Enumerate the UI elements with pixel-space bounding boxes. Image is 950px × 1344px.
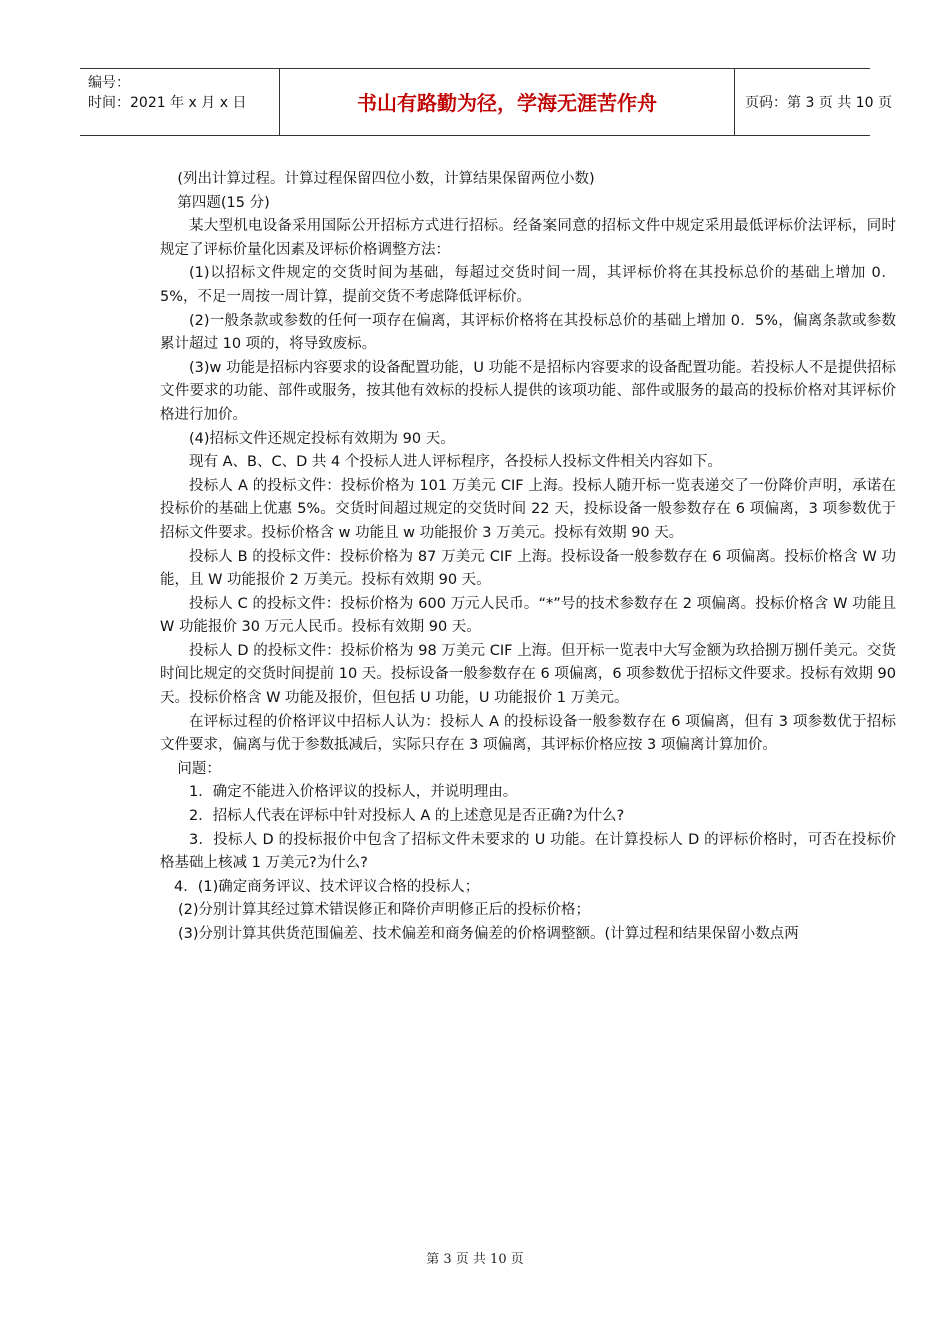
- paragraph-rule-4: (4)招标文件还规定投标有效期为 90 天。: [189, 430, 455, 447]
- question-4-part-2: (2)分别计算其经过算术错误修正和降价声明修正后的投标价格；: [178, 902, 591, 919]
- date-label: 时间：2021 年 x 月 x 日: [88, 95, 247, 111]
- header-motto: 书山有路勤为径，学海无涯苦作舟: [280, 69, 735, 135]
- page-footer: 第 3 页 共 10 页: [426, 1252, 524, 1267]
- question-4-part-1: 4．(1)确定商务评议、技术评议合格的投标人；: [174, 878, 480, 895]
- paragraph-bidders: 现有 A、B、C、D 共 4 个投标人进人评标程序，各投标人投标文件相关内容如下。: [189, 454, 722, 471]
- paragraph-bidder-c: 投标人 C 的投标文件：投标价格为 600 万元人民币。“*”号的技术参数存在 2 项偏离。投标价格含 W 功能且 W 功能报价 30 万元人民币。投标有效期 90 天。: [160, 595, 896, 636]
- question-2: 2．招标人代表在评标中针对投标人 A 的上述意见是否正确?为什么?: [189, 808, 625, 825]
- question-4-part-3: (3)分别计算其供货范围偏差、技术偏差和商务偏差的价格调整额。(计算过程和结果保留小数点两: [178, 926, 799, 942]
- header-meta: [80, 69, 280, 135]
- paragraph-calc-note: (列出计算过程。计算过程保留四位小数，计算结果保留两位小数): [177, 171, 595, 187]
- paragraph-bidder-d: 投标人 D 的投标文件：投标价格为 98 万美元 CIF 上海。但开标一览表中大写金额为玖拾捌万捌仟美元。交货时间比规定的交货时间提前 10 天。投标设备一般参数存在 6 项偏离，6 项参数优于招标文件要求。投标有效期 90 天。投标价格含 W 功能及报价，但包括 U 功能，U 功能报价 1 万美元。: [160, 642, 896, 707]
- questions-heading: 问题：: [177, 760, 221, 777]
- serial-number-label: 编号：: [88, 75, 130, 91]
- question-3: 3．投标人 D 的投标报价中包含了招标文件未要求的 U 功能。在计算投标人 D 的评标价格时，可否在投标价格基础上核减 1 万美元?为什么?: [160, 831, 896, 872]
- paragraph-intro: 某大型机电设备采用国际公开招标方式进行招标。经备案同意的招标文件中规定采用最低评标价法评标，同时规定了评标价量化因素及评标价格调整方法：: [160, 218, 896, 258]
- paragraph-evaluation: 在评标过程的价格评议中招标人认为：投标人 A 的投标设备一般参数存在 6 项偏离，但有 3 项参数优于招标文件要求，偏离与优于参数抵减后，实际只存在 3 项偏离，其评标价格应按 3 项偏离计算加价。: [160, 713, 896, 754]
- section-title-q4: 第四题(15 分): [177, 194, 270, 211]
- paragraph-bidder-a: 投标人 A 的投标文件：投标价格为 101 万美元 CIF 上海。投标人随开标一览表递交了一份降价声明，承诺在投标价的基础上优惠 5%。交货时间超过规定的交货时间 22 天，投标设备一般参数存在 6 项偏离，3 项参数优于招标文件要求。投标价格含 w 功能且 w 功能报价 3 万美元。投标有效期 90 天。: [160, 477, 896, 541]
- paragraph-rule-3: (3)w 功能是招标内容要求的设备配置功能，U 功能不是招标内容要求的设备配置功能。若投标人不是提供招标文件要求的功能、部件或服务，按其他有效标的投标人提供的该项功能、部件或服务的最高的投标价格对其评标价格进行加价。: [160, 359, 896, 423]
- paragraph-rule-1: (1)以招标文件规定的交货时间为基础，每超过交货时间一周，其评标价将在其投标总价的基础上增加 0．5%，不足一周按一周计算，提前交货不考虑降低评标价。: [160, 265, 896, 305]
- paragraph-rule-2: (2)一般条款或参数的任何一项存在偏离，其评标价格将在其投标总价的基础上增加 0．5%，偏离条款或参数累计超过 10 项的，将导致废标。: [160, 312, 896, 353]
- header-page-info: 页码：第 3 页 共 10 页: [745, 95, 892, 111]
- question-1: 1．确定不能进入价格评议的投标人，并说明理由。: [189, 784, 518, 801]
- page-header: [80, 68, 892, 136]
- paragraph-bidder-b: 投标人 B 的投标文件：投标价格为 87 万美元 CIF 上海。投标设备一般参数存在 6 项偏离。投标价格含 W 功能，且 W 功能报价 2 万美元。投标有效期 90 天。: [160, 548, 896, 589]
- document-body: [160, 168, 896, 947]
